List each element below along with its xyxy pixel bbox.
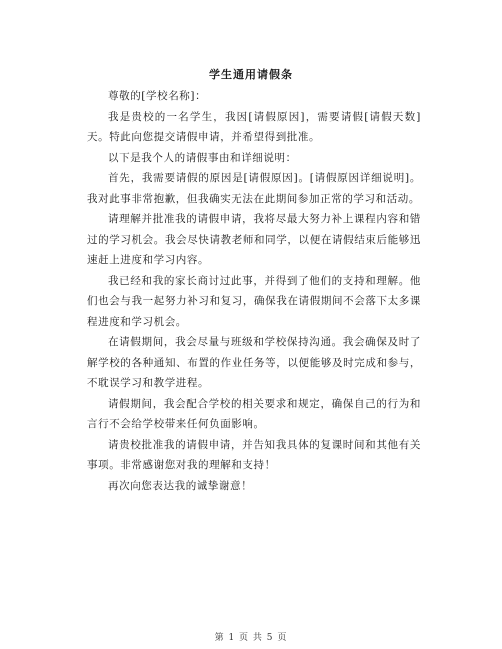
paragraph-closing: 再次向您表达我的诚挚谢意！: [108, 479, 253, 492]
paragraph: 请理解并批准我的请假申请，我将尽最大努力补上课程内容和错过的学习机会。我会尽快请教老师和同学，以便在请假结束后能够迅速赶上进度和学习内容。: [87, 213, 421, 266]
paragraph-salutation: 尊敬的[学校名称]：: [108, 90, 207, 102]
paragraph: 首先，我需要请假的原因是[请假原因]。[请假原因详细说明]。我对此事非常抱歉，但我确实无法在此期间参加正常的学习和活动。: [87, 172, 421, 205]
document-title: 学生通用请假条: [209, 68, 293, 81]
document-body: [87, 86, 421, 496]
paragraph: 我已经和我的家长商讨过此事，并得到了他们的支持和理解。他们也会与我一起努力补习和复习，确保我在请假期间不会落下太多课程进度和学习机会。: [87, 274, 421, 328]
page-number-footer: 第 1 页 共 5 页: [214, 633, 288, 643]
paragraph: 请假期间，我会配合学校的相关要求和规定，确保自己的行为和言行不会给学校带来任何负面影响。: [87, 397, 421, 430]
paragraph: 请贵校批准我的请假申请，并告知我具体的复课时间和其他有关事项。非常感谢您对我的理解和支持！: [87, 438, 421, 471]
paragraph: 以下是我个人的请假事由和详细说明：: [108, 151, 297, 164]
paragraph: 我是贵校的一名学生，我因[请假原因]，需要请假[请假天数]天。特此向您提交请假申请，并希望得到批准。: [87, 110, 421, 143]
paragraph: 在请假期间，我会尽量与班级和学校保持沟通。我会确保及时了解学校的各种通知、布置的作业任务等，以便能够及时完成和参与，不耽误学习和教学进程。: [87, 336, 421, 389]
